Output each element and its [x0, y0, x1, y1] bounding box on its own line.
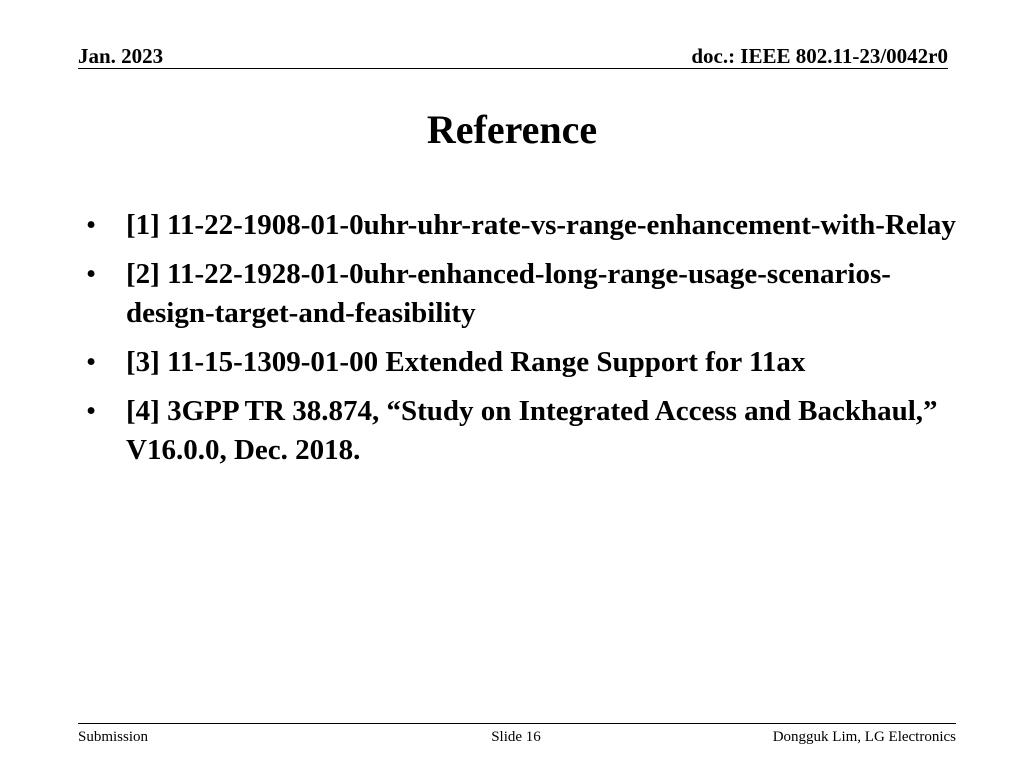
header-date: Jan. 2023: [78, 44, 164, 68]
reference-text: [3] 11-15-1309-01-00 Extended Range Support for 11ax: [126, 346, 806, 378]
reference-item-2: [86, 255, 966, 333]
reference-item-3: [86, 343, 966, 382]
footer-submission: Submission: [78, 729, 149, 745]
header-doc-id: doc.: IEEE 802.11-23/0042r0: [691, 44, 948, 68]
reference-item-1: [86, 206, 966, 245]
reference-text: [2] 11-22-1928-01-0uhr-enhanced-long-range-usage-scenarios-design-target-and-feasibility: [126, 258, 891, 329]
bullet-icon: •: [86, 346, 97, 378]
reference-list: [86, 206, 966, 480]
footer-author: Dongguk Lim, LG Electronics: [772, 729, 956, 745]
footer-slide-number: Slide 16: [491, 729, 541, 745]
bullet-icon: •: [86, 258, 97, 290]
bullet-icon: •: [86, 395, 97, 427]
footer-divider: [78, 723, 956, 724]
reference-text: [1] 11-22-1908-01-0uhr-uhr-rate-vs-range-enhancement-with-Relay: [126, 209, 956, 241]
reference-item-4: [86, 392, 966, 470]
reference-text: [4] 3GPP TR 38.874, “Study on Integrated Access and Backhaul,” V16.0.0, Dec. 2018.: [126, 395, 938, 466]
header-divider: [78, 68, 948, 69]
slide-title: Reference: [426, 107, 598, 152]
bullet-icon: •: [86, 209, 97, 241]
